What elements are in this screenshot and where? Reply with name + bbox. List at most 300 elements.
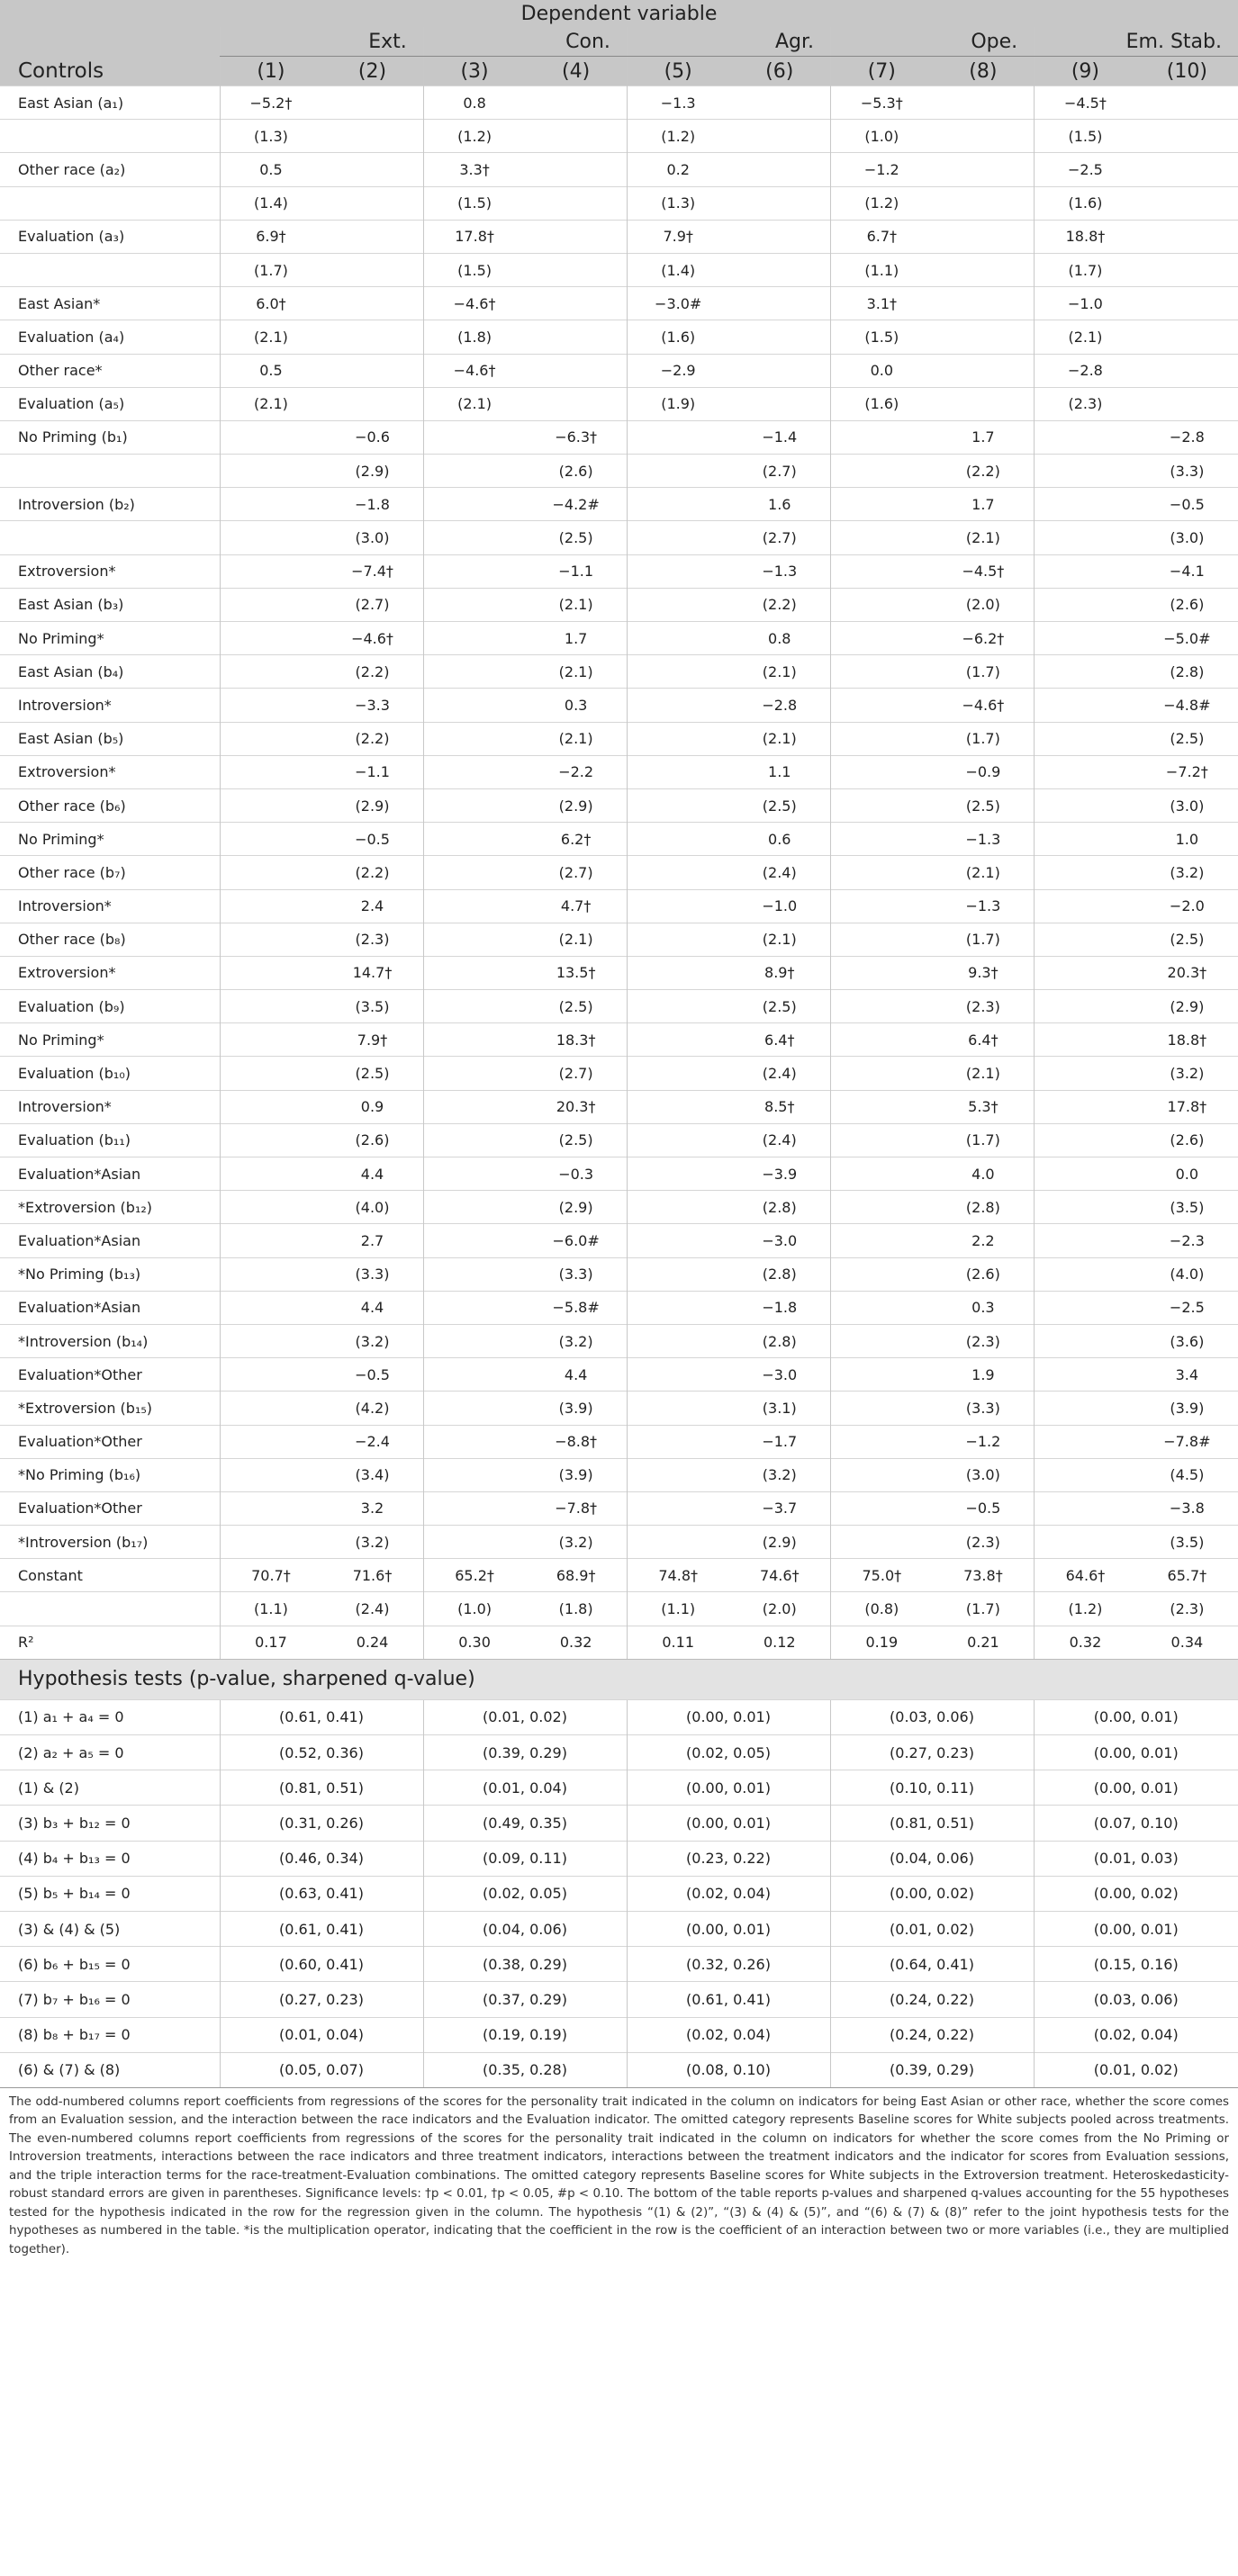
hypothesis-row: [0, 1911, 1238, 1946]
table-cell: [831, 1157, 933, 1191]
table-cell: [321, 120, 423, 153]
column-number: (9): [1035, 57, 1136, 86]
hypothesis-cell: (0.81, 0.51): [220, 1770, 423, 1806]
table-cell: 4.4: [321, 1157, 423, 1191]
table-cell: (3.3): [525, 1257, 627, 1291]
table-cell: (2.8): [728, 1324, 830, 1357]
table-cell: (1.8): [525, 1592, 627, 1626]
table-cell: −1.3: [728, 554, 830, 588]
table-cell: (2.1): [933, 856, 1035, 889]
table-cell: [831, 488, 933, 521]
table-cell: [321, 153, 423, 186]
table-row: [0, 1358, 1238, 1392]
table-cell: [627, 889, 728, 923]
table-cell: [1035, 1090, 1136, 1123]
table-cell: [627, 622, 728, 655]
table-cell: −6.2†: [933, 622, 1035, 655]
table-cell: [831, 1491, 933, 1525]
hypothesis-row: [0, 2052, 1238, 2087]
row-label: Evaluation (a₅): [0, 387, 220, 420]
table-cell: [423, 956, 525, 989]
table-cell: [728, 153, 830, 186]
table-cell: (1.6): [1035, 186, 1136, 220]
table-cell: [423, 689, 525, 722]
column-number: (8): [933, 57, 1035, 86]
table-cell: [423, 655, 525, 689]
table-cell: [1035, 1123, 1136, 1157]
hypothesis-cell: (0.61, 0.41): [627, 1982, 830, 2017]
table-cell: 0.32: [1035, 1626, 1136, 1659]
hypothesis-table: [0, 1659, 1238, 2087]
table-cell: (2.0): [728, 1592, 830, 1626]
table-cell: −5.3†: [831, 86, 933, 120]
table-cell: [1136, 186, 1238, 220]
table-cell: (1.7): [220, 253, 321, 286]
table-cell: [933, 86, 1035, 120]
hypothesis-cell: (0.02, 0.05): [423, 1876, 627, 1911]
table-cell: [831, 1324, 933, 1357]
table-cell: (2.2): [321, 856, 423, 889]
hypothesis-cell: (0.00, 0.01): [1034, 1699, 1238, 1734]
table-cell: 3.4: [1136, 1358, 1238, 1392]
table-cell: (2.5): [525, 1123, 627, 1157]
hypothesis-row: [0, 1841, 1238, 1876]
table-cell: (2.2): [933, 455, 1035, 488]
hypothesis-cell: (0.49, 0.35): [423, 1806, 627, 1841]
table-cell: [1035, 1491, 1136, 1525]
table-cell: (3.2): [728, 1458, 830, 1491]
table-cell: 7.9†: [627, 220, 728, 253]
table-cell: [423, 1392, 525, 1425]
table-row: [0, 788, 1238, 822]
table-cell: 1.0: [1136, 823, 1238, 856]
table-cell: (2.7): [321, 588, 423, 621]
table-cell: 0.5: [220, 354, 321, 387]
hypothesis-cell: (0.00, 0.01): [1034, 1735, 1238, 1770]
table-cell: −0.3: [525, 1157, 627, 1191]
table-cell: [1035, 1257, 1136, 1291]
table-cell: (2.3): [933, 1526, 1035, 1559]
table-cell: −3.9: [728, 1157, 830, 1191]
table-cell: [933, 287, 1035, 320]
row-label: Extroversion*: [0, 755, 220, 788]
table-cell: [627, 1224, 728, 1257]
table-cell: 0.32: [525, 1626, 627, 1659]
table-cell: (3.9): [525, 1392, 627, 1425]
hypothesis-cell: (0.04, 0.06): [423, 1911, 627, 1946]
table-cell: −4.6†: [423, 287, 525, 320]
table-cell: 18.8†: [1035, 220, 1136, 253]
hypothesis-row: [0, 2017, 1238, 2052]
row-label: [0, 186, 220, 220]
table-cell: (2.9): [525, 788, 627, 822]
hypothesis-cell: (0.64, 0.41): [830, 1947, 1034, 1982]
table-cell: −3.0: [728, 1224, 830, 1257]
header-row-columns: [0, 57, 1238, 86]
table-cell: [728, 287, 830, 320]
row-label: *No Priming (b₁₃): [0, 1257, 220, 1291]
table-cell: [423, 856, 525, 889]
table-cell: (2.1): [423, 387, 525, 420]
table-cell: [220, 823, 321, 856]
table-row: [0, 420, 1238, 454]
table-cell: [1035, 1324, 1136, 1357]
table-cell: [627, 823, 728, 856]
hypothesis-label: (7) b₇ + b₁₆ = 0: [0, 1982, 220, 2017]
table-cell: −3.3: [321, 689, 423, 722]
table-cell: −1.4: [728, 420, 830, 454]
row-label: Introversion*: [0, 1090, 220, 1123]
table-cell: (2.9): [1136, 990, 1238, 1023]
table-row: [0, 990, 1238, 1023]
table-cell: (1.5): [423, 186, 525, 220]
table-cell: [321, 186, 423, 220]
table-cell: [525, 253, 627, 286]
table-cell: [1035, 889, 1136, 923]
table-cell: (1.8): [423, 320, 525, 354]
row-label: Other race (b₈): [0, 923, 220, 956]
table-row: [0, 1458, 1238, 1491]
table-cell: [321, 287, 423, 320]
table-cell: (1.7): [933, 655, 1035, 689]
table-cell: [525, 287, 627, 320]
table-cell: (2.6): [525, 455, 627, 488]
group-heading: Ope.: [831, 27, 1035, 57]
table-cell: 0.0: [831, 354, 933, 387]
table-cell: [831, 1291, 933, 1324]
table-cell: [1035, 1224, 1136, 1257]
table-cell: [933, 186, 1035, 220]
table-cell: −3.0: [728, 1358, 830, 1392]
table-cell: [220, 488, 321, 521]
column-number: (3): [423, 57, 525, 86]
hypothesis-cell: (0.08, 0.10): [627, 2052, 830, 2087]
table-cell: [831, 956, 933, 989]
table-row: [0, 889, 1238, 923]
hypothesis-cell: (0.02, 0.05): [627, 1735, 830, 1770]
table-cell: (3.2): [525, 1324, 627, 1357]
hypothesis-cell: (0.61, 0.41): [220, 1911, 423, 1946]
table-cell: 0.8: [423, 86, 525, 120]
row-label: Other race*: [0, 354, 220, 387]
table-cell: [321, 387, 423, 420]
table-row: [0, 1257, 1238, 1291]
row-label: Evaluation (b₁₁): [0, 1123, 220, 1157]
table-cell: 9.3†: [933, 956, 1035, 989]
table-cell: (1.5): [423, 253, 525, 286]
table-cell: 65.2†: [423, 1559, 525, 1592]
table-cell: 0.6: [728, 823, 830, 856]
table-cell: [627, 1090, 728, 1123]
table-row: [0, 722, 1238, 755]
table-cell: [220, 722, 321, 755]
hypothesis-cell: (0.35, 0.28): [423, 2052, 627, 2087]
table-cell: 0.9: [321, 1090, 423, 1123]
table-row: [0, 1090, 1238, 1123]
table-cell: [933, 220, 1035, 253]
row-label: Evaluation*Asian: [0, 1291, 220, 1324]
hypothesis-cell: (0.39, 0.29): [830, 2052, 1034, 2087]
hypothesis-cell: (0.01, 0.04): [423, 1770, 627, 1806]
table-cell: [627, 1291, 728, 1324]
table-cell: [423, 1224, 525, 1257]
table-cell: 74.6†: [728, 1559, 830, 1592]
table-cell: 1.7: [933, 420, 1035, 454]
row-label: Evaluation*Other: [0, 1358, 220, 1392]
hypothesis-cell: (0.01, 0.03): [1034, 1841, 1238, 1876]
table-cell: [220, 1526, 321, 1559]
hypothesis-cell: (0.19, 0.19): [423, 2017, 627, 2052]
dependent-variable-heading: Dependent variable: [0, 0, 1238, 27]
table-cell: [831, 1224, 933, 1257]
table-cell: −0.5: [933, 1491, 1035, 1525]
table-cell: (2.5): [1136, 722, 1238, 755]
table-cell: (1.2): [1035, 1592, 1136, 1626]
table-cell: [423, 1526, 525, 1559]
table-cell: [831, 588, 933, 621]
hypothesis-label: (2) a₂ + a₅ = 0: [0, 1735, 220, 1770]
hypothesis-cell: (0.01, 0.04): [220, 2017, 423, 2052]
table-cell: [627, 856, 728, 889]
table-cell: −6.3†: [525, 420, 627, 454]
table-cell: [831, 1257, 933, 1291]
table-cell: (2.7): [728, 455, 830, 488]
table-cell: −3.8: [1136, 1491, 1238, 1525]
hypothesis-cell: (0.46, 0.34): [220, 1841, 423, 1876]
table-cell: [1035, 1458, 1136, 1491]
table-cell: (3.0): [1136, 521, 1238, 554]
row-label: [0, 253, 220, 286]
table-cell: 0.5: [220, 153, 321, 186]
table-cell: [220, 521, 321, 554]
table-cell: (2.8): [728, 1257, 830, 1291]
table-cell: [1136, 253, 1238, 286]
table-cell: (2.3): [1136, 1592, 1238, 1626]
table-cell: (3.5): [1136, 1191, 1238, 1224]
table-cell: [627, 521, 728, 554]
hypothesis-cell: (0.24, 0.22): [830, 2017, 1034, 2052]
table-cell: 17.8†: [1136, 1090, 1238, 1123]
table-cell: 20.3†: [525, 1090, 627, 1123]
table-cell: [1035, 1526, 1136, 1559]
row-label: [0, 521, 220, 554]
column-number: (2): [321, 57, 423, 86]
table-cell: (2.1): [525, 923, 627, 956]
hypothesis-title-row: [0, 1659, 1238, 1699]
table-row: [0, 220, 1238, 253]
table-cell: [220, 689, 321, 722]
table-cell: 8.9†: [728, 956, 830, 989]
table-cell: [728, 320, 830, 354]
table-cell: (1.1): [627, 1592, 728, 1626]
table-cell: 0.24: [321, 1626, 423, 1659]
table-cell: −0.5: [321, 823, 423, 856]
table-row: [0, 1157, 1238, 1191]
table-cell: (2.5): [933, 788, 1035, 822]
table-cell: −1.8: [728, 1291, 830, 1324]
table-cell: 2.4: [321, 889, 423, 923]
hypothesis-cell: (0.00, 0.02): [1034, 1876, 1238, 1911]
table-cell: [1136, 387, 1238, 420]
table-cell: (3.3): [933, 1392, 1035, 1425]
hypothesis-cell: (0.02, 0.04): [1034, 2017, 1238, 2052]
table-row: [0, 689, 1238, 722]
table-cell: [423, 588, 525, 621]
table-cell: 5.3†: [933, 1090, 1035, 1123]
row-label: *Introversion (b₁₄): [0, 1324, 220, 1357]
hypothesis-cell: (0.03, 0.06): [830, 1699, 1034, 1734]
table-cell: [728, 220, 830, 253]
table-cell: [1035, 622, 1136, 655]
table-cell: (2.4): [728, 1123, 830, 1157]
table-cell: (2.4): [728, 856, 830, 889]
table-cell: [933, 253, 1035, 286]
table-cell: −2.4: [321, 1425, 423, 1458]
table-cell: −6.0#: [525, 1224, 627, 1257]
table-cell: (1.0): [831, 120, 933, 153]
table-cell: (2.5): [321, 1057, 423, 1090]
table-cell: (3.5): [321, 990, 423, 1023]
table-cell: (2.5): [525, 521, 627, 554]
table-cell: −5.8#: [525, 1291, 627, 1324]
table-cell: (1.6): [831, 387, 933, 420]
table-cell: [525, 220, 627, 253]
table-cell: [627, 1491, 728, 1525]
column-number: (4): [525, 57, 627, 86]
hypothesis-cell: (0.00, 0.02): [830, 1876, 1034, 1911]
table-cell: −0.9: [933, 755, 1035, 788]
table-cell: −1.0: [1035, 287, 1136, 320]
table-cell: [627, 1358, 728, 1392]
table-cell: 73.8†: [933, 1559, 1035, 1592]
table-cell: 20.3†: [1136, 956, 1238, 989]
table-cell: 74.8†: [627, 1559, 728, 1592]
table-cell: [423, 1123, 525, 1157]
table-cell: (3.9): [525, 1458, 627, 1491]
row-label: East Asian (b₄): [0, 655, 220, 689]
table-cell: −2.5: [1136, 1291, 1238, 1324]
hypothesis-row: [0, 1982, 1238, 2017]
table-cell: [1035, 990, 1136, 1023]
table-cell: (3.0): [1136, 788, 1238, 822]
table-cell: [220, 755, 321, 788]
table-cell: [525, 86, 627, 120]
table-cell: (4.0): [321, 1191, 423, 1224]
table-cell: (2.6): [321, 1123, 423, 1157]
hypothesis-cell: (0.02, 0.04): [627, 1876, 830, 1911]
table-cell: (3.0): [933, 1458, 1035, 1491]
table-cell: [1035, 1191, 1136, 1224]
table-row: [0, 521, 1238, 554]
hypothesis-cell: (0.04, 0.06): [830, 1841, 1034, 1876]
column-number: (7): [831, 57, 933, 86]
table-cell: (2.1): [220, 320, 321, 354]
table-cell: −1.8: [321, 488, 423, 521]
table-cell: [1035, 1358, 1136, 1392]
table-cell: −1.3: [933, 889, 1035, 923]
table-cell: (3.0): [321, 521, 423, 554]
row-label: Introversion*: [0, 689, 220, 722]
table-cell: −3.0#: [627, 287, 728, 320]
table-cell: [831, 1392, 933, 1425]
table-cell: [831, 990, 933, 1023]
table-row: [0, 287, 1238, 320]
table-cell: [1035, 554, 1136, 588]
table-cell: [933, 387, 1035, 420]
table-cell: [423, 1157, 525, 1191]
table-cell: [220, 788, 321, 822]
table-cell: [1035, 1157, 1136, 1191]
table-cell: [220, 1491, 321, 1525]
table-cell: [423, 1257, 525, 1291]
table-cell: [627, 1526, 728, 1559]
table-cell: [423, 722, 525, 755]
table-cell: −7.2†: [1136, 755, 1238, 788]
row-label: Introversion*: [0, 889, 220, 923]
table-cell: [525, 153, 627, 186]
table-row: [0, 1626, 1238, 1659]
table-cell: [728, 120, 830, 153]
row-label: East Asian (b₅): [0, 722, 220, 755]
table-cell: (2.2): [321, 722, 423, 755]
table-cell: [423, 1023, 525, 1057]
table-cell: 68.9†: [525, 1559, 627, 1592]
table-cell: 1.9: [933, 1358, 1035, 1392]
table-row: [0, 1491, 1238, 1525]
hypothesis-cell: (0.81, 0.51): [830, 1806, 1034, 1841]
hypothesis-cell: (0.00, 0.01): [627, 1699, 830, 1734]
row-label: East Asian (a₁): [0, 86, 220, 120]
table-cell: (2.9): [321, 788, 423, 822]
table-cell: [423, 554, 525, 588]
row-label: Other race (b₇): [0, 856, 220, 889]
table-cell: [1035, 755, 1136, 788]
table-cell: (3.2): [321, 1526, 423, 1559]
table-cell: (3.2): [1136, 1057, 1238, 1090]
table-cell: (3.4): [321, 1458, 423, 1491]
table-cell: (3.3): [1136, 455, 1238, 488]
hypothesis-cell: (0.63, 0.41): [220, 1876, 423, 1911]
table-cell: [220, 889, 321, 923]
table-cell: (2.4): [728, 1057, 830, 1090]
table-cell: 0.30: [423, 1626, 525, 1659]
row-label: No Priming*: [0, 1023, 220, 1057]
table-cell: −0.5: [1136, 488, 1238, 521]
table-row: [0, 554, 1238, 588]
table-cell: −2.2: [525, 755, 627, 788]
table-cell: [627, 1324, 728, 1357]
group-heading: Agr.: [627, 27, 830, 57]
row-label: [0, 1592, 220, 1626]
hypothesis-row: [0, 1699, 1238, 1734]
table-cell: (2.9): [728, 1526, 830, 1559]
table-cell: [831, 1023, 933, 1057]
table-cell: (1.7): [933, 1592, 1035, 1626]
controls-heading: Controls: [0, 57, 220, 86]
hypothesis-row: [0, 1735, 1238, 1770]
table-cell: [627, 1023, 728, 1057]
hypothesis-cell: (0.52, 0.36): [220, 1735, 423, 1770]
table-cell: [220, 1191, 321, 1224]
table-cell: (2.7): [728, 521, 830, 554]
table-cell: 6.0†: [220, 287, 321, 320]
table-row: [0, 455, 1238, 488]
table-cell: [831, 1191, 933, 1224]
table-cell: [627, 956, 728, 989]
table-row: [0, 1425, 1238, 1458]
table-cell: [627, 554, 728, 588]
hypothesis-cell: (0.01, 0.02): [1034, 2052, 1238, 2087]
